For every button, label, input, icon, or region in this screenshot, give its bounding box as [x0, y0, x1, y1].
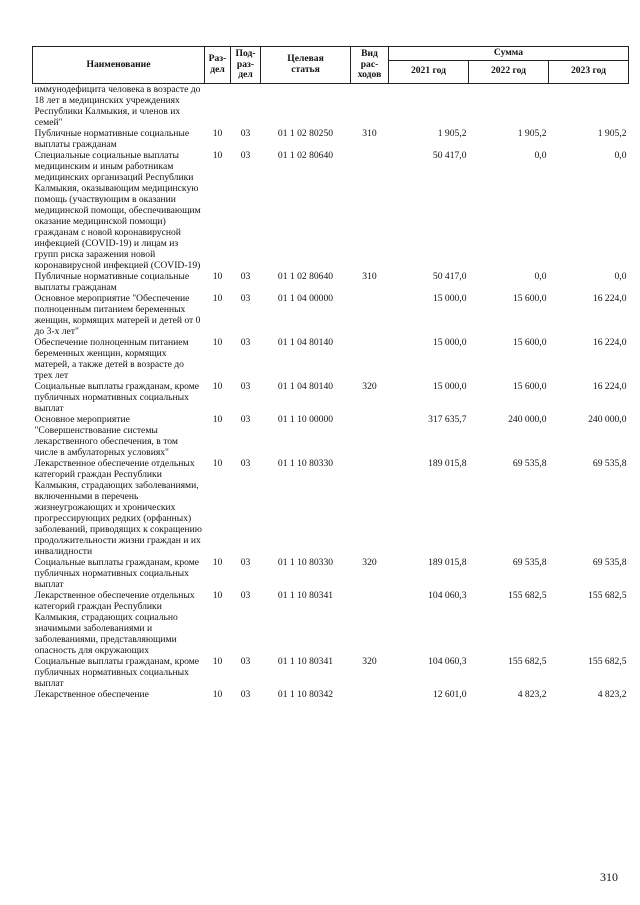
row-kind — [351, 337, 389, 381]
table-row — [33, 293, 629, 337]
row-value-2023: 16 224,0 — [592, 336, 627, 348]
row-section: 10 — [212, 270, 223, 282]
row-subsection: 03 — [240, 413, 251, 425]
table-row — [33, 458, 629, 557]
table-row — [33, 271, 629, 293]
row-name: Обеспечение полноценным питанием беременных женщин, кормящих матерей, а также детей в возрасте до трех лет — [34, 336, 189, 381]
table-row — [33, 656, 629, 689]
row-subsection: 03 — [240, 270, 251, 282]
row-section: 10 — [212, 380, 223, 392]
header-year-2023: 2023 год — [549, 60, 629, 83]
row-value-2023: 0,0 — [614, 270, 627, 282]
row-value-2022 — [469, 83, 549, 128]
row-value-2022: 69 535,8 — [512, 457, 547, 469]
row-value-2021: 317 635,7 — [428, 413, 467, 425]
row-value-2023: 16 224,0 — [592, 292, 627, 304]
row-value-2022: 69 535,8 — [512, 556, 547, 568]
row-section: 10 — [212, 336, 223, 348]
row-subsection: 03 — [240, 380, 251, 392]
row-value-2021: 50 417,0 — [432, 149, 467, 161]
row-subsection — [231, 83, 261, 128]
row-section: 10 — [212, 556, 223, 568]
row-target: 01 1 04 00000 — [277, 292, 334, 304]
header-sum: Сумма — [389, 47, 629, 61]
row-value-2021: 104 060,3 — [428, 655, 467, 667]
row-value-2022: 240 000,0 — [508, 413, 547, 425]
header-target: Целевая статья — [261, 47, 351, 84]
page-number: 310 — [600, 870, 618, 884]
row-value-2021: 15 000,0 — [432, 380, 467, 392]
row-name: Лекарственное обеспечение — [34, 688, 149, 700]
header-name: Наименование — [33, 47, 205, 84]
row-subsection: 03 — [240, 336, 251, 348]
row-value-2021: 15 000,0 — [432, 336, 467, 348]
row-kind — [351, 590, 389, 656]
row-subsection: 03 — [240, 149, 251, 161]
table-row — [33, 414, 629, 458]
table-row — [33, 150, 629, 271]
row-kind: 320 — [362, 655, 377, 667]
row-value-2022: 155 682,5 — [508, 589, 547, 601]
row-value-2022: 155 682,5 — [508, 655, 547, 667]
row-value-2023: 155 682,5 — [588, 655, 627, 667]
row-value-2022: 15 600,0 — [512, 380, 547, 392]
header-year-2022: 2022 год — [469, 60, 549, 83]
row-kind: 320 — [362, 556, 377, 568]
row-value-2022: 4 823,2 — [517, 688, 547, 700]
row-name: Лекарственное обеспечение отдельных категорий граждан Республики Калмыкия, страдающих заболеваниями, включенными в перечень жизнеугрожающих и хронических прогрессирующих редких (орфанных) заболеваний, приводящих к сокращению продолжительности жизни граждан и их инвалидности — [34, 457, 202, 557]
row-kind: 320 — [362, 380, 377, 392]
row-subsection: 03 — [240, 457, 251, 469]
row-target: 01 1 10 00000 — [277, 413, 334, 425]
table-row — [33, 557, 629, 590]
row-value-2023: 240 000,0 — [588, 413, 627, 425]
row-kind — [351, 150, 389, 271]
row-value-2021: 15 000,0 — [432, 292, 467, 304]
header-year-2021: 2021 год — [389, 60, 469, 83]
row-kind — [351, 689, 389, 700]
row-value-2023: 16 224,0 — [592, 380, 627, 392]
row-value-2022: 15 600,0 — [512, 292, 547, 304]
row-value-2022: 0,0 — [534, 149, 547, 161]
table-row — [33, 83, 629, 128]
row-value-2021: 104 060,3 — [428, 589, 467, 601]
row-kind — [351, 293, 389, 337]
row-kind — [351, 83, 389, 128]
row-value-2022: 15 600,0 — [512, 336, 547, 348]
row-section: 10 — [212, 127, 223, 139]
row-name: Социальные выплаты гражданам, кроме публичных нормативных социальных выплат — [34, 556, 200, 590]
row-value-2022: 1 905,2 — [517, 127, 547, 139]
header-subsection: Под- раз- дел — [231, 47, 261, 84]
row-subsection: 03 — [240, 655, 251, 667]
header-section: Раз- дел — [205, 47, 231, 84]
row-value-2023: 0,0 — [614, 149, 627, 161]
table-row — [33, 337, 629, 381]
budget-table — [32, 46, 629, 700]
row-target — [261, 83, 351, 128]
row-section: 10 — [212, 688, 223, 700]
row-value-2023: 69 535,8 — [592, 556, 627, 568]
row-value-2023: 4 823,2 — [597, 688, 627, 700]
row-section — [205, 83, 231, 128]
row-kind: 310 — [362, 127, 377, 139]
header-kind: Вид рас- ходов — [351, 47, 389, 84]
row-name: Основное мероприятие "Совершенствование системы лекарственного обеспечения, в том числе в амбулаторных условиях" — [34, 413, 178, 458]
row-value-2023 — [549, 83, 629, 128]
table-row — [33, 590, 629, 656]
row-section: 10 — [212, 292, 223, 304]
table-row — [33, 381, 629, 414]
row-kind: 310 — [362, 270, 377, 282]
row-target: 01 1 04 80140 — [277, 336, 334, 348]
table-header-row — [33, 47, 629, 61]
row-section: 10 — [212, 457, 223, 469]
row-section: 10 — [212, 413, 223, 425]
row-target: 01 1 10 80330 — [277, 556, 334, 568]
row-name: Лекарственное обеспечение отдельных категорий граждан Республики Калмыкия, страдающих социально значимыми заболеваниями и заболеваниями, представляющими опасность для окружающих — [34, 589, 195, 656]
row-target: 01 1 02 80640 — [277, 149, 334, 161]
row-value-2023: 1 905,2 — [597, 127, 627, 139]
row-name: Социальные выплаты гражданам, кроме публичных нормативных социальных выплат — [34, 380, 200, 414]
row-value-2021: 1 905,2 — [437, 127, 467, 139]
row-subsection: 03 — [240, 556, 251, 568]
row-value-2023: 155 682,5 — [588, 589, 627, 601]
row-target: 01 1 10 80330 — [277, 457, 334, 469]
row-kind — [351, 414, 389, 458]
row-name: Публичные нормативные социальные выплаты гражданам — [34, 127, 190, 150]
row-section: 10 — [212, 149, 223, 161]
row-target: 01 1 10 80342 — [277, 688, 334, 700]
row-value-2021: 50 417,0 — [432, 270, 467, 282]
row-subsection: 03 — [240, 127, 251, 139]
row-target: 01 1 10 80341 — [277, 655, 334, 667]
table-body — [33, 83, 629, 700]
row-name: иммунодефицита человека в возрасте до 18 лет в медицинских учреждениях Республики Калмыкия, и членов их семей" — [34, 83, 201, 128]
row-value-2023: 69 535,8 — [592, 457, 627, 469]
row-subsection: 03 — [240, 589, 251, 601]
row-name: Специальные социальные выплаты медицинским и иным работникам медицинских организаций Республики Калмыкия, оказывающим медицинскую помощь (участвующим в оказании медицинской помощи, обеспечивающим оказание медицинской помощи) гражданам с новой коронавирусной инфекцией (COVID-19) и лицам из групп риска заражения новой коронавирусной инфекцией (COVID-19) — [34, 149, 201, 271]
row-section: 10 — [212, 655, 223, 667]
row-value-2022: 0,0 — [534, 270, 547, 282]
row-target: 01 1 02 80640 — [277, 270, 334, 282]
row-value-2021: 189 015,8 — [428, 457, 467, 469]
row-target: 01 1 10 80341 — [277, 589, 334, 601]
row-value-2021 — [389, 83, 469, 128]
table-row — [33, 689, 629, 700]
row-value-2021: 189 015,8 — [428, 556, 467, 568]
row-target: 01 1 04 80140 — [277, 380, 334, 392]
row-subsection: 03 — [240, 688, 251, 700]
row-target: 01 1 02 80250 — [277, 127, 334, 139]
row-name: Социальные выплаты гражданам, кроме публичных нормативных социальных выплат — [34, 655, 200, 689]
row-value-2021: 12 601,0 — [432, 688, 467, 700]
row-kind — [351, 458, 389, 557]
table-row — [33, 128, 629, 150]
row-section: 10 — [212, 589, 223, 601]
row-name: Основное мероприятие "Обеспечение полноценным питанием беременных женщин, кормящих матерей и детей от 0 до 3-х лет" — [34, 292, 201, 337]
row-subsection: 03 — [240, 292, 251, 304]
row-name: Публичные нормативные социальные выплаты гражданам — [34, 270, 190, 293]
